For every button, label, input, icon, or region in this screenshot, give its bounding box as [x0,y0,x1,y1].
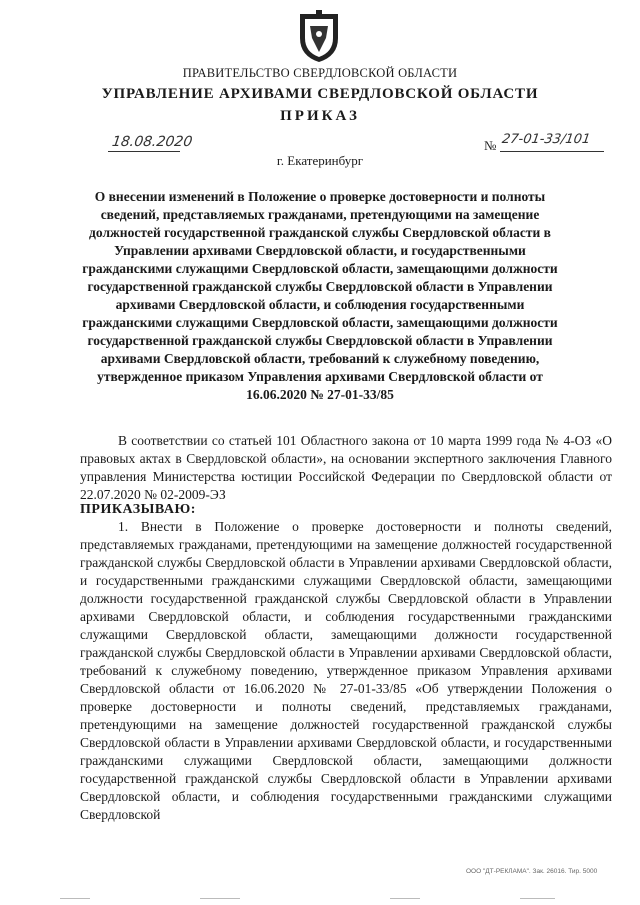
number-label: № [484,138,497,153]
scan-speck [520,898,555,899]
scan-speck [390,898,420,899]
order-date: 18.08.2020 [110,134,194,150]
preamble-paragraph: В соответствии со статьей 101 Областного закона от 10 марта 1999 года № 4-ОЗ «О правовых актах в Свердловской области», на основании экспертного заключения Главного управления Министерства юстиции Российской Федерации по Свердловской области от 22.07.2020 № 02-2009-ЭЗ [80,433,612,502]
order-title: О внесении изменений в Положение о проверке достоверности и полноты сведений, представляемых гражданами, претендующими на замещение должностей государственной гражданской службы Свердловской области в Управлении архивами Свердловской области, и государственными гражданскими служащими Свердловской области, замещающими должности государственной гражданской службы Свердловской области в Управлении архивами Свердловской области, и соблюдения государственными гражданскими служащими Свердловской области, замещающими должности государственной гражданской службы Свердловской области в Управлении архивами Свердловской области, требований к служебному поведению, утвержденное приказом Управления архивами Свердловской области от 16.06.2020 № 27-01-33/85 [82,189,558,402]
city: г. Екатеринбург [276,153,364,168]
order-word: ПРИКАЗЫВАЮ: [80,502,196,517]
printer-imprint: ООО "ДТ-РЕКЛАМА". Зак. 26016. Тир. 5000 [466,868,598,875]
coat-of-arms-icon [296,8,342,64]
document-type: ПРИКАЗ [280,108,360,124]
date-underline [108,151,180,152]
number-underline [500,151,604,152]
scan-speck [60,898,90,899]
government-name: ПРАВИТЕЛЬСТВО СВЕРДЛОВСКОЙ ОБЛАСТИ [182,66,458,80]
order-number: 27-01-33/101 [500,132,592,147]
item-1-paragraph: 1. Внести в Положение о проверке достоверности и полноты сведений, представляемых гражданами, претендующими на замещение должностей государственной гражданской службы Свердловской области в Управлении архивами Свердловской области, и государственными гражданскими служащими Свердловской области, замещающими должности государственной гражданской службы Свердловской области в Управлении архивами Свердловской области, и соблюдения государственными гражданскими служащими Свердловской области, замещающими должности государственной гражданской службы Свердловской области в Управлении архивами Свердловской области, требований к служебному поведению, утвержденное приказом Управления архивами Свердловской области от 16.06.2020 № 27-01-33/85 «Об утверждении Положения о проверке достоверности и полноты сведений, представляемых гражданами, претендующими на замещение должностей государственной гражданской службы Свердловской области в Управлении архивами Свердловской области, и государственными гражданскими служащими Свердловской области, замещающими должности государственной гражданской службы Свердловской области в Управлении архивами Свердловской области, и соблюдения государственными гражданскими служащими Свердловской [80,519,612,822]
scan-speck [200,898,240,899]
department-name: УПРАВЛЕНИЕ АРХИВАМИ СВЕРДЛОВСКОЙ ОБЛАСТИ [101,86,539,102]
